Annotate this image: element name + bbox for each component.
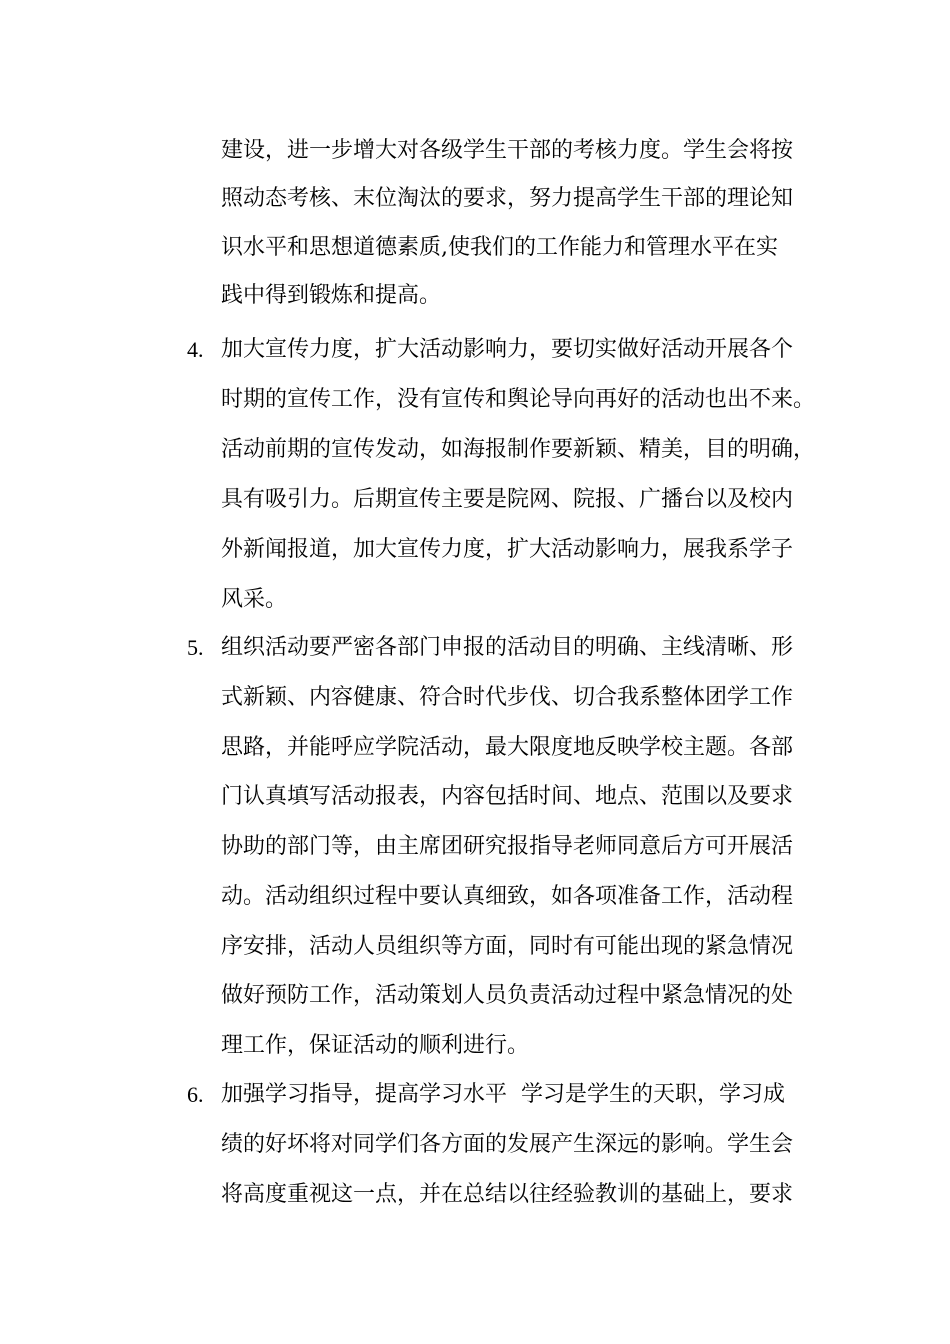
text-line: 加大宣传力度，扩大活动影响力，要切实做好活动开展各个 (221, 337, 794, 362)
list-item-number: 5. (187, 635, 204, 660)
text-line: 时期的宣传工作，没有宣传和舆论导向再好的活动也出不来。 (221, 387, 816, 412)
text-line: 活动前期的宣传发动，如海报制作要新颖、精美，目的明确， (221, 437, 816, 462)
text-line: 识水平和思想道德素质,使我们的工作能力和管理水平在实 (221, 235, 778, 260)
text-line: 组织活动要严密各部门申报的活动目的明确、主线清晰、形 (221, 635, 794, 660)
text-line: 具有吸引力。后期宣传主要是院网、院报、广播台以及校内 (221, 487, 794, 512)
text-line: 序安排，活动人员组织等方面，同时有可能出现的紧急情况 (221, 934, 794, 959)
text-line: 门认真填写活动报表，内容包括时间、地点、范围以及要求 (221, 784, 794, 809)
text-line: 加强学习指导，提高学习水平 学习是学生的天职，学习成 (221, 1082, 785, 1107)
text-line: 做好预防工作，活动策划人员负责活动过程中紧急情况的处 (221, 983, 794, 1008)
list-item-number: 6. (187, 1082, 204, 1107)
text-line: 风采。 (221, 587, 288, 612)
text-line: 协助的部门等，由主席团研究报指导老师同意后方可开展活 (221, 834, 794, 859)
text-line: 绩的好坏将对同学们各方面的发展产生深远的影响。学生会 (221, 1132, 794, 1157)
text-line: 式新颖、内容健康、符合时代步伐、切合我系整体团学工作 (221, 685, 794, 710)
text-line: 思路，并能呼应学院活动，最大限度地反映学校主题。各部 (221, 735, 794, 760)
text-line: 照动态考核、末位淘汰的要求，努力提高学生干部的理论知 (221, 186, 794, 211)
text-line: 将高度重视这一点，并在总结以往经验教训的基础上，要求 (221, 1182, 794, 1207)
text-line: 践中得到锻炼和提高。 (221, 283, 442, 308)
text-line: 外新闻报道，加大宣传力度，扩大活动影响力，展我系学子 (221, 537, 794, 562)
text-line: 建设，进一步增大对各级学生干部的考核力度。学生会将按 (221, 138, 794, 163)
text-line: 理工作，保证活动的顺利进行。 (221, 1033, 530, 1058)
list-item-number: 4. (187, 337, 204, 362)
text-line: 动。活动组织过程中要认真细致，如各项准备工作，活动程 (221, 884, 794, 909)
